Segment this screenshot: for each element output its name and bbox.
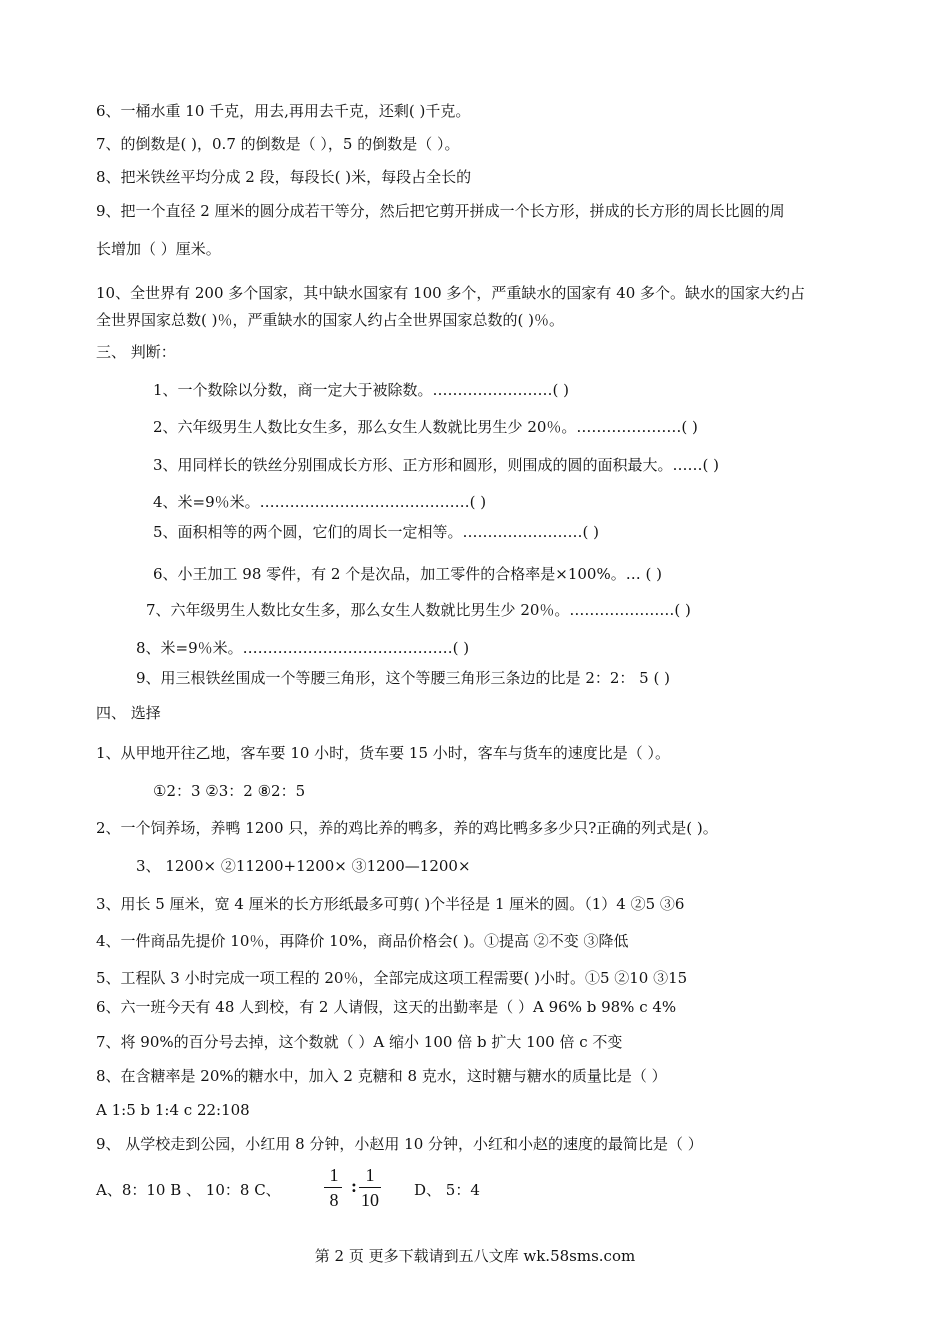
choice-question-9-options-abc: A、8：10 B 、 10：8 C、 [96, 1181, 281, 1199]
judgment-item-3: 3、用同样长的铁丝分别围成长方形、正方形和圆形，则围成的圆的面积最大。……( ) [153, 456, 720, 474]
fraction-1-bar [324, 1187, 342, 1188]
fill-question-9-line2: 长增加（ ）厘米。 [96, 240, 221, 258]
choice-question-4: 4、一件商品先提价 10％，再降价 10%，商品价格会( )。①提高 ②不变 ③降低 [96, 932, 629, 950]
judgment-item-8: 8、米=9％米。……………………………………( ) [136, 639, 470, 657]
ratio-colon: : [351, 1176, 357, 1196]
judgment-item-5: 5、面积相等的两个圆，它们的周长一定相等。……………………( ) [153, 523, 600, 541]
choice-question-9-option-d: D、 5：4 [414, 1181, 480, 1199]
choice-question-8-options: A 1:5 b 1:4 c 22:108 [96, 1101, 250, 1119]
fill-question-7: 7、的倒数是( )，0.7 的倒数是（ ），5 的倒数是（ ）。 [96, 135, 460, 153]
choice-question-2: 2、一个饲养场，养鸭 1200 只，养的鸡比养的鸭多，养的鸡比鸭多多少只?正确的列式是( )。 [96, 819, 718, 837]
fraction-2-bar [359, 1187, 381, 1188]
judgment-item-9: 9、用三根铁丝围成一个等腰三角形，这个等腰三角形三条边的比是 2：2： 5 ( ) [136, 669, 670, 687]
fraction-ratio [322, 1165, 384, 1211]
fraction-1-numerator: 1 [329, 1165, 339, 1185]
fraction-2-numerator: 1 [365, 1165, 375, 1185]
judgment-item-1: 1、一个数除以分数，商一定大于被除数。……………………( ) [153, 381, 570, 399]
choice-question-8: 8、在含糖率是 20%的糖水中，加入 2 克糖和 8 克水，这时糖与糖水的质量比是（ ） [96, 1067, 667, 1085]
section-heading-choice: 四、 选择 [96, 704, 161, 722]
fill-question-10-line1: 10、全世界有 200 多个国家，其中缺水国家有 100 多个，严重缺水的国家有 40 多个。缺水的国家大约占 [96, 284, 806, 302]
judgment-item-4: 4、米=9％米。……………………………………( ) [153, 493, 487, 511]
choice-question-9: 9、 从学校走到公园，小红用 8 分钟，小赵用 10 分钟，小红和小赵的速度的最简比是（ ） [96, 1135, 703, 1153]
choice-question-3: 3、用长 5 厘米，宽 4 厘米的长方形纸最多可剪( )个半径是 1 厘米的圆。（1）4 ②5 ③6 [96, 895, 685, 913]
choice-question-5: 5、工程队 3 小时完成一项工程的 20％，全部完成这项工程需要( )小时。①5 ②10 ③15 [96, 969, 688, 987]
choice-question-6: 6、六一班今天有 48 人到校，有 2 人请假，这天的出勤率是（ ）A 96% b 98% c 4% [96, 998, 677, 1016]
judgment-item-2: 2、六年级男生人数比女生多，那么女生人数就比男生少 20％。…………………( ) [153, 418, 698, 436]
choice-question-1: 1、从甲地开往乙地，客车要 10 小时，货车要 15 小时，客车与货车的速度比是（ ）。 [96, 744, 671, 762]
fraction-1-denominator: 8 [329, 1190, 339, 1210]
choice-question-7: 7、将 90%的百分号去掉，这个数就（ ）A 缩小 100 倍 b 扩大 100 倍 c 不变 [96, 1033, 623, 1051]
fill-question-10-line2: 全世界国家总数( )％，严重缺水的国家人约占全世界国家总数的( )％。 [96, 311, 564, 329]
fill-question-6: 6、一桶水重 10 千克，用去,再用去千克，还剩( )千克。 [96, 102, 471, 120]
choice-question-1-options: ①2：3 ②3：2 ⑧2：5 [153, 782, 306, 800]
fraction-2-denominator: 10 [361, 1190, 379, 1210]
judgment-item-6: 6、小王加工 98 零件，有 2 个是次品，加工零件的合格率是×100%。… ( ) [153, 565, 662, 583]
judgment-item-7: 7、六年级男生人数比女生多，那么女生人数就比男生少 20％。…………………( ) [146, 601, 691, 619]
page-footer: 第 2 页 更多下载请到五八文库 wk.58sms.com [314, 1247, 636, 1265]
fill-question-9-line1: 9、把一个直径 2 厘米的圆分成若干等分，然后把它剪开拼成一个长方形，拼成的长方形的周长比圆的周 [96, 202, 785, 220]
choice-question-2-options: 3、 1200× ②11200+1200× ③1200—1200× [136, 857, 471, 875]
section-heading-judgment: 三、 判断： [96, 343, 176, 361]
fill-question-8: 8、把米铁丝平均分成 2 段，每段长( )米，每段占全长的 [96, 168, 472, 186]
